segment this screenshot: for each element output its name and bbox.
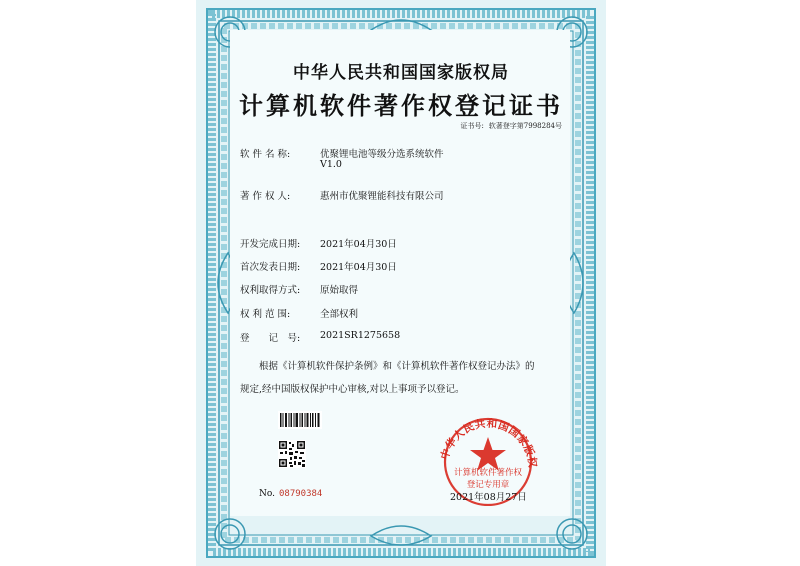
field-value-completion-date: 2021年04月30日	[320, 239, 397, 250]
field-value-software-version: V1.0	[320, 159, 342, 170]
seal-line-2: 登记专用章	[466, 480, 510, 490]
certificate-number	[455, 121, 562, 131]
barcode-icon	[278, 411, 322, 429]
serial-number-label: No.	[259, 489, 275, 499]
field-label-acquisition-method: 权利取得方式:	[240, 285, 301, 296]
certificate-number-value: 软著登字第7998284号	[488, 122, 562, 130]
field-value-registration-number: 2021SR1275658	[320, 330, 401, 341]
field-value-rights-scope: 全部权利	[320, 309, 359, 320]
issuing-authority: 中华人民共和国国家版权局	[293, 63, 509, 83]
field-value-acquisition-method: 原始取得	[320, 285, 359, 296]
serial-number-value: 08790384	[279, 489, 323, 499]
issue-date: 2021年08月27日	[450, 492, 527, 503]
field-value-copyright-owner: 惠州市优聚锂能科技有限公司	[320, 191, 444, 202]
statement-line-1: 根据《计算机软件保护条例》和《计算机软件著作权登记办法》的	[259, 361, 535, 372]
seal-ring-text: 中华人民共和国国家版权	[438, 417, 539, 469]
field-label-copyright-owner: 著 作 权 人:	[240, 191, 291, 202]
certificate-number-label: 证书号:	[460, 122, 484, 130]
registration-statement	[240, 355, 570, 401]
certificate	[196, 0, 606, 566]
field-label-publication-date: 首次发表日期:	[240, 262, 301, 273]
field-label-registration-number: 登 记 号:	[240, 333, 301, 344]
field-label-completion-date: 开发完成日期:	[240, 239, 301, 250]
seal-line-1: 计算机软件著作权	[453, 468, 522, 478]
certificate-title: 计算机软件著作权登记证书	[239, 91, 563, 120]
field-value-software-name: 优聚锂电池等级分选系统软件	[320, 149, 444, 160]
qr-code-icon	[278, 440, 306, 468]
serial-number	[259, 489, 322, 499]
field-value-publication-date: 2021年04月30日	[320, 262, 397, 273]
statement-line-2: 规定,经中国版权保护中心审核,对以上事项予以登记。	[240, 384, 465, 395]
field-label-software-name: 软 件 名 称:	[240, 149, 291, 160]
field-label-rights-scope: 权 利 范 围:	[240, 309, 291, 320]
